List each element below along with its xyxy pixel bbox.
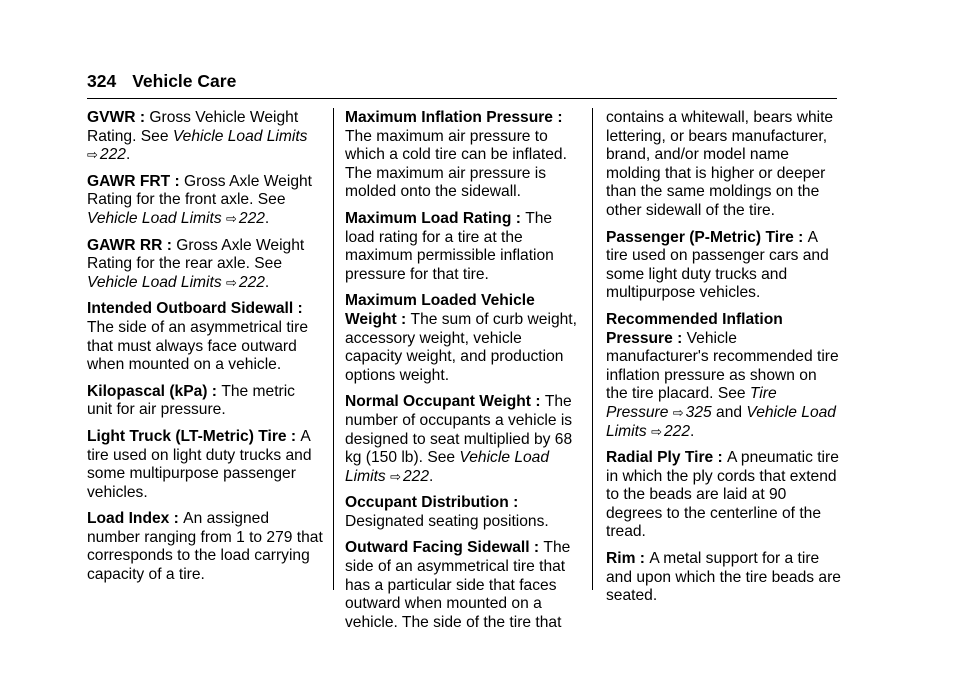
glossary-entry bbox=[345, 292, 581, 385]
page-reference[interactable]: 222 bbox=[99, 146, 126, 164]
glossary-term: Maximum Load Rating bbox=[345, 209, 512, 227]
page-reference[interactable]: 222 bbox=[402, 467, 430, 485]
page-reference[interactable]: 222 bbox=[238, 209, 265, 227]
glossary-entry bbox=[606, 449, 842, 542]
page-header bbox=[87, 70, 236, 92]
glossary-term: GAWR FRT bbox=[87, 172, 171, 190]
page-ref-arrow-icon: ⇨ bbox=[225, 274, 237, 290]
glossary-entry bbox=[87, 510, 323, 584]
page-ref-arrow-icon: ⇨ bbox=[390, 468, 401, 484]
term-separator: : bbox=[511, 209, 526, 227]
term-separator: : bbox=[135, 109, 150, 126]
term-separator: : bbox=[170, 172, 185, 190]
term-separator: : bbox=[793, 228, 808, 246]
definition-tail: . bbox=[264, 273, 270, 291]
term-separator: : bbox=[529, 539, 544, 557]
page-ref-arrow-icon: ⇨ bbox=[651, 423, 662, 439]
glossary-entry bbox=[345, 494, 581, 531]
cross-reference-link[interactable]: Vehicle Load Limits bbox=[606, 403, 836, 440]
term-separator: : bbox=[286, 427, 301, 445]
term-separator: : bbox=[396, 310, 411, 328]
definition-tail: . bbox=[690, 422, 695, 440]
column-divider bbox=[592, 108, 593, 590]
glossary-entry bbox=[87, 300, 323, 374]
glossary-definition: Gross Vehicle Weight Rating. See bbox=[87, 109, 299, 145]
glossary-definition: The side of an asymmetrical tire that must always face outward when mounted on a vehicle. bbox=[87, 318, 308, 374]
glossary-term: Light Truck (LT-Metric) Tire bbox=[87, 427, 287, 445]
glossary-entry bbox=[87, 237, 323, 293]
glossary-definition: A tire used on passenger cars and some light duty trucks and multipurpose vehicles. bbox=[606, 228, 829, 302]
glossary-term: Occupant Distribution bbox=[345, 494, 509, 512]
column-3 bbox=[606, 109, 842, 614]
glossary-term: Maximum Loaded Vehicle Weight bbox=[345, 292, 535, 328]
definition-tail: . bbox=[264, 209, 270, 227]
glossary-term: Load Index bbox=[87, 510, 170, 528]
glossary-definition: Gross Axle Weight Rating for the rear axle. See bbox=[87, 236, 305, 273]
page-ref-arrow-icon: ⇨ bbox=[672, 404, 684, 420]
page-reference[interactable]: 222 bbox=[663, 422, 691, 440]
glossary-term: GVWR bbox=[87, 109, 136, 126]
term-separator: : bbox=[508, 494, 519, 512]
glossary-definition: The sum of curb weight, accessory weight, vehicle capacity weight, and production options weight. bbox=[345, 310, 577, 384]
glossary-entry bbox=[606, 311, 842, 441]
glossary-term: Maximum Inflation Pressure bbox=[345, 109, 553, 126]
column-divider bbox=[333, 108, 334, 590]
cross-reference-link[interactable]: Vehicle Load Limits bbox=[87, 273, 222, 291]
column-1 bbox=[87, 109, 323, 593]
glossary-entry bbox=[87, 383, 323, 420]
glossary-entry bbox=[606, 550, 842, 606]
term-separator: : bbox=[207, 382, 222, 400]
glossary-term: Normal Occupant Weight bbox=[345, 393, 531, 411]
page-reference[interactable]: 325 bbox=[685, 403, 712, 421]
section-title: Vehicle Care bbox=[132, 71, 237, 91]
glossary-term: Passenger (P-Metric) Tire bbox=[606, 228, 794, 246]
term-separator: : bbox=[713, 449, 728, 467]
glossary-definition: The maximum air pressure to which a cold tire can be inflated. The maximum air pressure is molded onto the sidewall. bbox=[345, 127, 567, 201]
glossary-definition: A pneumatic tire in which the ply cords that extend to the beads are laid at 90 degrees to the centerline of the tread. bbox=[606, 449, 839, 541]
page-ref-arrow-icon: ⇨ bbox=[87, 147, 98, 163]
glossary-entry bbox=[345, 109, 581, 202]
glossary-entry bbox=[606, 229, 842, 303]
glossary-definition: The number of occupants a vehicle is designed to seat multiplied by 68 kg (150 lb). See bbox=[345, 393, 573, 467]
glossary-term: GAWR RR bbox=[87, 236, 163, 254]
cross-reference-link[interactable]: Vehicle Load Limits bbox=[87, 209, 222, 227]
cross-reference-link[interactable]: Tire Pressure bbox=[606, 385, 777, 421]
term-separator: : bbox=[635, 550, 650, 568]
column-2 bbox=[345, 109, 581, 640]
term-separator: : bbox=[162, 236, 177, 254]
definition-connector: and bbox=[711, 403, 747, 421]
glossary-entry bbox=[87, 109, 323, 165]
page-reference[interactable]: 222 bbox=[238, 273, 265, 291]
glossary-entry bbox=[87, 428, 323, 502]
term-separator: : bbox=[531, 393, 545, 411]
glossary-term: Rim bbox=[606, 550, 636, 568]
glossary-definition: A metal support for a tire and upon which the tire beads are seated. bbox=[606, 550, 841, 605]
term-separator: : bbox=[169, 510, 184, 528]
glossary-definition: Gross Axle Weight Rating for the front axle. See bbox=[87, 172, 312, 209]
glossary-definition: Vehicle manufacturer's recommended tire inflation pressure as shown on the tire placard. See bbox=[606, 329, 839, 403]
glossary-term: Intended Outboard Sidewall bbox=[87, 300, 294, 318]
glossary-term: Recommended Inflation Pressure bbox=[606, 310, 783, 347]
header-rule bbox=[87, 98, 837, 99]
glossary-definition: The side of an asymmetrical tire that has a particular side that faces outward when mounted on a vehicle. The side of the tire that bbox=[345, 539, 571, 631]
glossary-term: Kilopascal (kPa) bbox=[87, 382, 208, 400]
glossary-definition: The load rating for a tire at the maximum permissible inflation pressure for that tire. bbox=[345, 209, 554, 283]
glossary-definition: The metric unit for air pressure. bbox=[87, 382, 295, 419]
glossary-entry bbox=[345, 539, 581, 632]
glossary-term: Outward Facing Sidewall bbox=[345, 539, 530, 557]
glossary-definition: Designated seating positions. bbox=[345, 512, 549, 530]
glossary-definition: contains a whitewall, bears white lettering, or bears manufacturer, brand, and/or model name molding that is higher or deeper than the same moldings on the other sidewall of the tire. bbox=[606, 109, 834, 219]
page-number: 324 bbox=[87, 71, 117, 91]
term-separator: : bbox=[293, 300, 303, 318]
glossary-entry bbox=[345, 210, 581, 284]
glossary-term: Radial Ply Tire bbox=[606, 449, 714, 467]
glossary-definition: An assigned number ranging from 1 to 279 that corresponds to the load carrying capacity of a tire. bbox=[87, 510, 323, 584]
glossary-entry bbox=[87, 173, 323, 229]
cross-reference-link[interactable]: Vehicle Load Limits bbox=[345, 449, 550, 485]
definition-tail: . bbox=[429, 467, 434, 485]
cross-reference-link[interactable]: Vehicle Load Limits bbox=[172, 127, 308, 145]
term-separator: : bbox=[552, 109, 563, 126]
glossary-entry bbox=[345, 393, 581, 486]
glossary-entry bbox=[606, 109, 842, 221]
term-separator: : bbox=[672, 329, 687, 347]
page-ref-arrow-icon: ⇨ bbox=[225, 210, 237, 226]
definition-tail: . bbox=[125, 146, 131, 164]
glossary-definition: A tire used on light duty trucks and some multipurpose passenger vehicles. bbox=[87, 427, 312, 501]
